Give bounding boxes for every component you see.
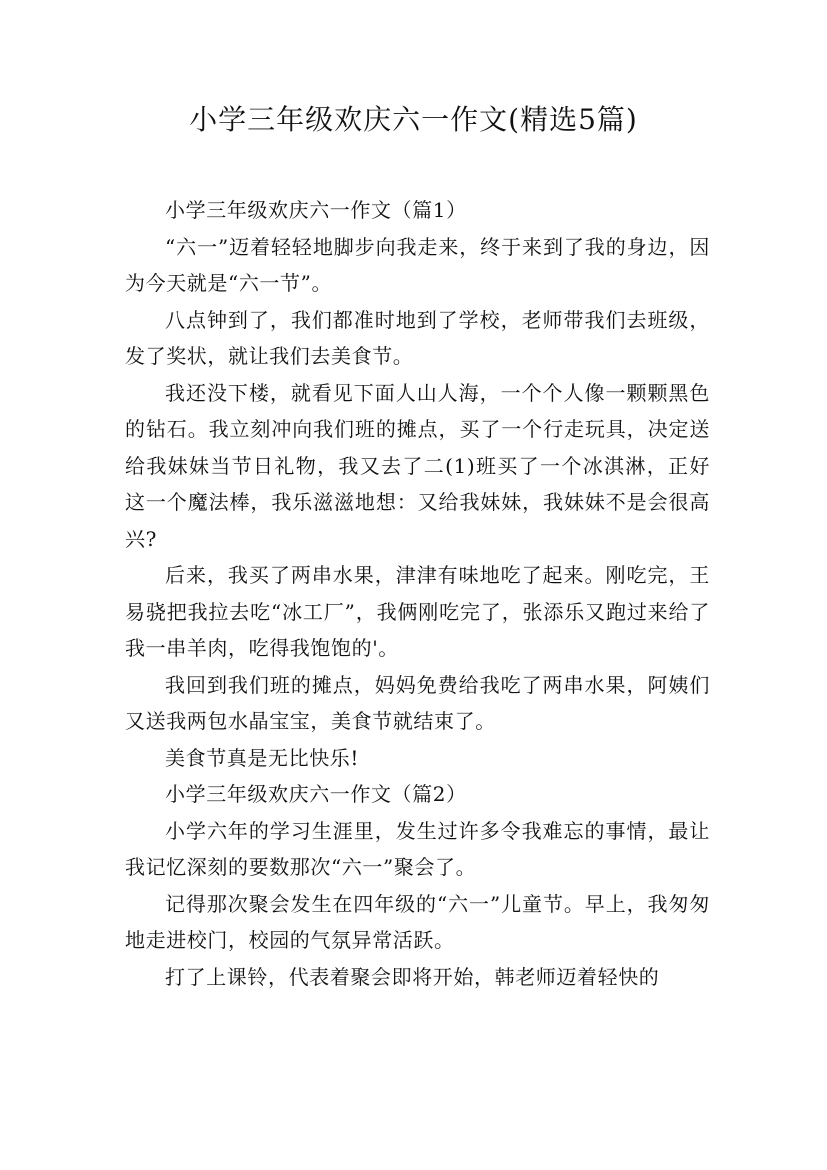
paragraph: 八点钟到了，我们都准时地到了学校，老师带我们去班级，发了奖状，就让我们去美食节。 [125,307,710,368]
paragraph: 我回到我们班的摊点，妈妈免费给我吃了两串水果，阿姨们又送我两包水晶宝宝，美食节就结束了。 [125,672,710,733]
section-heading: 小学三年级欢庆六一作文（篇2） [165,782,467,806]
section-heading: 小学三年级欢庆六一作文（篇1） [165,198,467,222]
paragraph: “六一”迈着轻轻地脚步向我走来，终于来到了我的身边，因为今天就是“六一节”。 [125,234,710,295]
document-body [125,192,710,995]
paragraph: 我还没下楼，就看见下面人山人海，一个个人像一颗颗黑色的钻石。我立刻冲向我们班的摊点，买了一个行走玩具，决定送给我妹妹当节日礼物，我又去了二(1)班买了一个冰淇淋，正好这一个魔法棒，我乐滋滋地想：又给我妹妹，我妹妹不是会很高兴? [125,380,710,551]
paragraph: 后来，我买了两串水果，津津有味地吃了起来。刚吃完，王易骁把我拉去吃“冰工厂”，我俩刚吃完了，张添乐又跑过来给了我一串羊肉，吃得我饱饱的'。 [125,563,710,660]
paragraph: 小学六年的学习生涯里，发生过许多令我难忘的事情，最让我记忆深刻的要数那次“六一”聚会了。 [125,818,710,879]
paragraph: 记得那次聚会发生在四年级的“六一”儿童节。早上，我匆匆地走进校门，校园的气氛异常活跃。 [125,891,710,952]
paragraph: 美食节真是无比快乐! [165,745,360,770]
document-title: 小学三年级欢庆六一作文(精选5篇) [189,103,638,136]
paragraph: 打了上课铃，代表着聚会即将开始，韩老师迈着轻快的 [165,964,660,989]
